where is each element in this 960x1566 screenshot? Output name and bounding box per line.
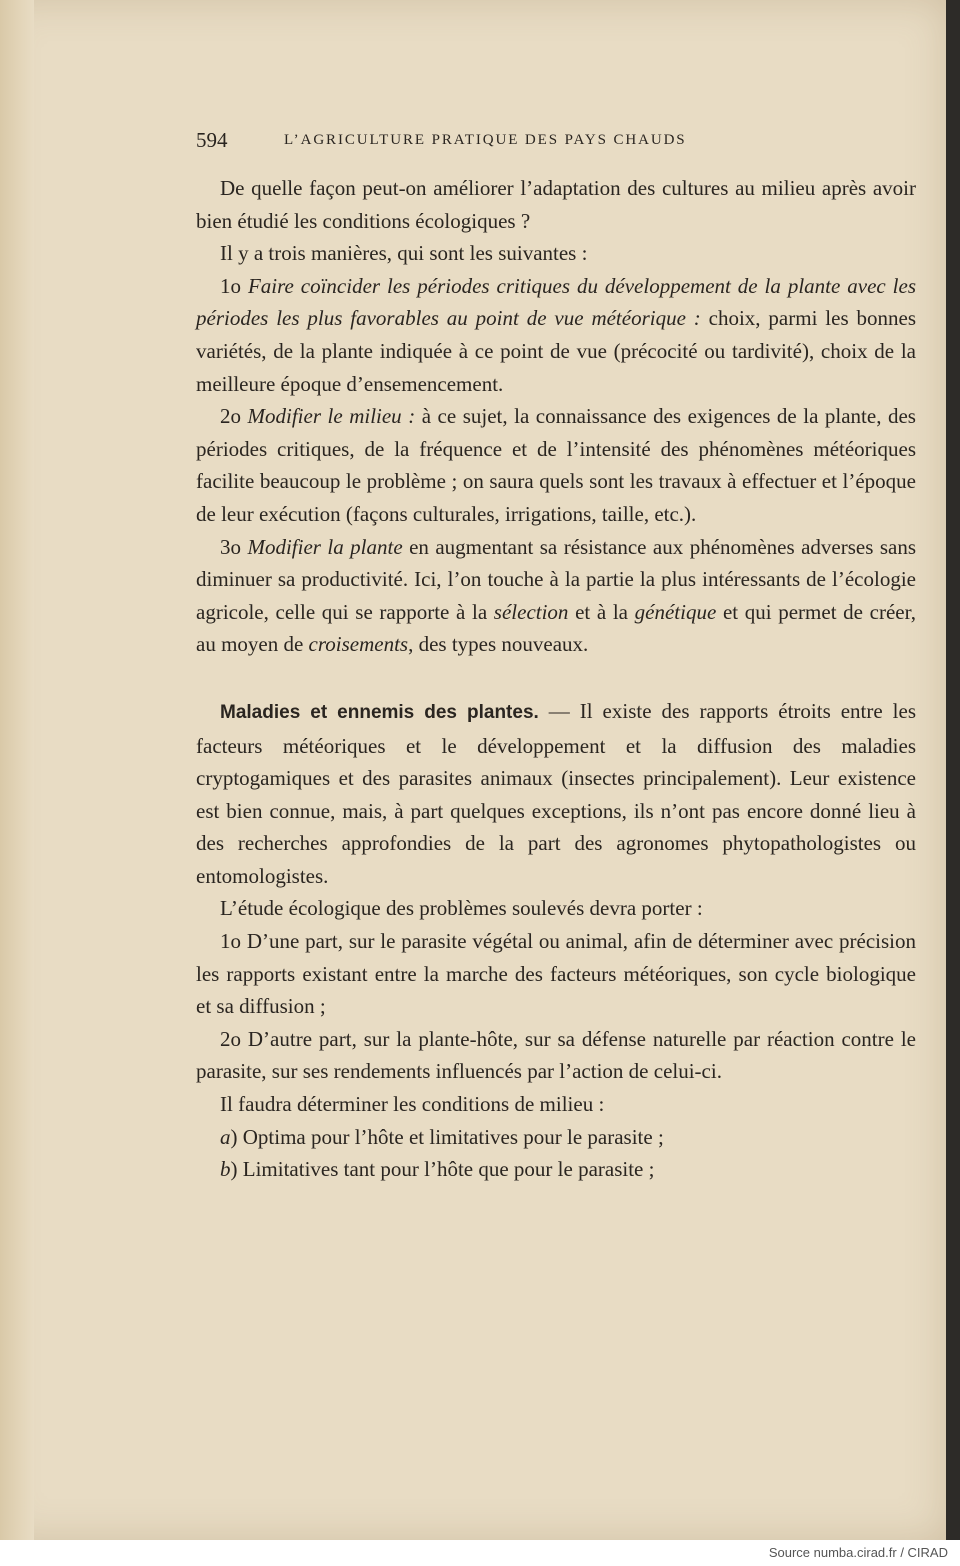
paragraph: 2o D’autre part, sur la plante-hôte, sur sa défense naturelle par réaction contre le parasite, sur ses rendements influencés par l’action de celui-ci. xyxy=(196,1026,916,1084)
section-heading: Maladies et ennemis des plantes. xyxy=(220,701,539,723)
page-number: 594 xyxy=(196,128,228,152)
running-title: L’AGRICULTURE PRATIQUE DES PAYS CHAUDS xyxy=(284,132,687,148)
paragraph: L’étude écologique des problèmes soulevés devra porter : xyxy=(220,896,703,921)
source-credit: Source numba.cirad.fr / CIRAD xyxy=(768,1545,948,1560)
section-paragraph: Maladies et ennemis des plantes. — Il existe des rapports étroits entre les facteurs météoriques et le développement et la diffusion des maladies cryptogamiques et des parasites animaux (insectes principalement). Leur existence est bien connue, mais, à part quelques exceptions, ils n’ont pas encore donné lieu à des recherches approfondies de la part des agronomes phytopathologistes ou entomologistes. xyxy=(196,698,917,888)
paragraph: 2o Modifier le milieu : à ce sujet, la connaissance des exigences de la plante, des périodes critiques, de la fréquence et de l’intensité des phénomènes météoriques facilite beaucoup le problème ; on saura quels sont les travaux à effectuer et l’époque de leur exécution (façons culturales, irrigations, taille, etc.). xyxy=(196,404,916,526)
list-item: a) Optima pour l’hôte et limitatives pour le parasite ; xyxy=(220,1124,664,1149)
paragraph: 1o D’une part, sur le parasite végétal ou animal, afin de déterminer avec précision les rapports existant entre la marche des facteurs météoriques, son cycle biologique et sa diffusion ; xyxy=(196,929,916,1019)
paragraph: 3o Modifier la plante en augmentant sa résistance aux phénomènes adverses sans diminuer sa productivité. Ici, l’on touche à la partie la plus intéressants de l’écologie agricole, celle qui se rapporte à la sélection et à la génétique et qui permet de créer, au moyen de croisements, des types nouveaux. xyxy=(196,534,917,657)
paragraph: 1o Faire coïncider les périodes critiques du développement de la plante avec les périodes les plus favorables au point de vue météorique : choix, parmi les bonnes variétés, de la plante indiquée à ce point de vue (précocité ou tardivité), choix de la meilleure époque d’ensemencement. xyxy=(196,273,916,396)
page-gutter xyxy=(0,0,34,1540)
scan-edge xyxy=(946,0,960,1540)
list-item: b) Limitatives tant pour l’hôte que pour le parasite ; xyxy=(220,1157,655,1182)
page-body xyxy=(196,172,916,1186)
paragraph: De quelle façon peut-on améliorer l’adaptation des cultures au milieu après avoir bien étudié les conditions écologiques ? xyxy=(196,176,916,233)
paragraph: Il y a trois manières, qui sont les suivantes : xyxy=(220,241,588,266)
paragraph: Il faudra déterminer les conditions de milieu : xyxy=(220,1092,605,1117)
